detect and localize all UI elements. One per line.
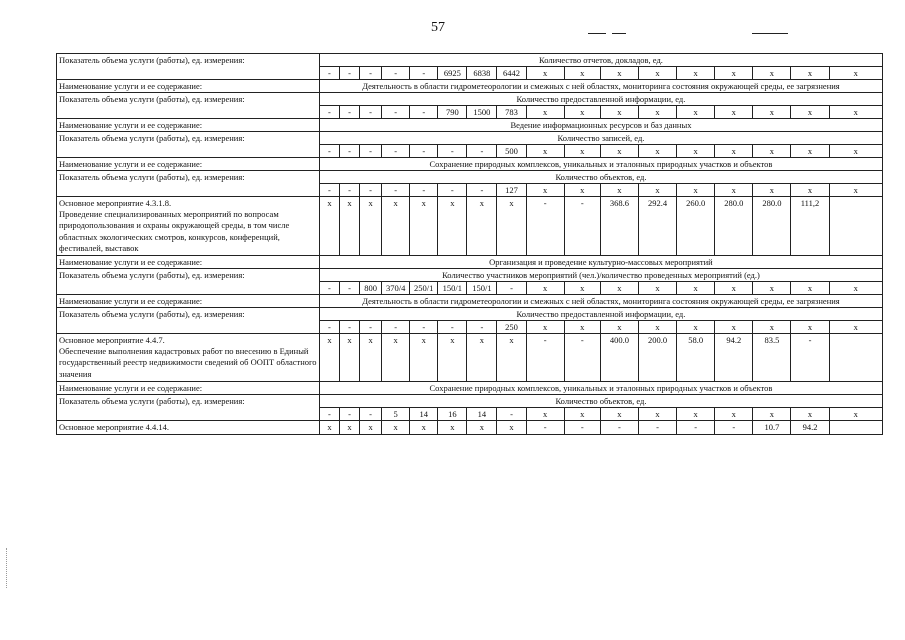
service-text: Деятельность в области гидрометеорологии и смежных с ней областях, мониторинга состояния окружающей среды, ее загрязнения bbox=[319, 295, 882, 308]
indicator-label: Показатель объема услуги (работы), ед. измерения: bbox=[57, 269, 320, 295]
value-cell: x bbox=[829, 145, 882, 158]
value-cell: 200.0 bbox=[638, 334, 676, 382]
value-cell: x bbox=[410, 334, 438, 382]
service-label: Наименование услуги и ее содержание: bbox=[57, 381, 320, 394]
value-cell: x bbox=[600, 184, 638, 197]
value-cell: - bbox=[564, 334, 600, 382]
value-cell: - bbox=[360, 145, 382, 158]
value-cell: 250/1 bbox=[410, 282, 438, 295]
main-measure-row bbox=[57, 334, 883, 382]
value-cell: x bbox=[360, 420, 382, 434]
value-cell: x bbox=[753, 67, 791, 80]
value-cell: x bbox=[753, 282, 791, 295]
service-row bbox=[57, 381, 883, 394]
value-cell: x bbox=[339, 197, 359, 256]
main-measure-row bbox=[57, 197, 883, 256]
value-cell: x bbox=[467, 334, 497, 382]
value-cell: x bbox=[791, 407, 829, 420]
value-cell: x bbox=[497, 334, 526, 382]
value-cell: - bbox=[382, 321, 410, 334]
value-cell: x bbox=[715, 145, 753, 158]
value-cell: - bbox=[339, 321, 359, 334]
value-cell bbox=[829, 420, 882, 434]
header-dash-mark bbox=[588, 33, 606, 34]
value-cell: 58.0 bbox=[677, 334, 715, 382]
value-cell: - bbox=[382, 106, 410, 119]
value-cell: x bbox=[829, 184, 882, 197]
value-cell: 16 bbox=[438, 407, 467, 420]
value-cell: x bbox=[791, 145, 829, 158]
value-cell bbox=[829, 197, 882, 256]
value-cell: - bbox=[339, 106, 359, 119]
value-cell: x bbox=[600, 67, 638, 80]
value-cell: x bbox=[319, 420, 339, 434]
value-cell: x bbox=[564, 407, 600, 420]
value-cell: 14 bbox=[410, 407, 438, 420]
value-cell: 150/1 bbox=[438, 282, 467, 295]
value-cell: x bbox=[438, 334, 467, 382]
value-cell: x bbox=[829, 282, 882, 295]
value-cell: - bbox=[319, 145, 339, 158]
value-cell: - bbox=[339, 282, 359, 295]
value-cell: 6925 bbox=[438, 67, 467, 80]
value-cell: x bbox=[526, 67, 564, 80]
value-cell: x bbox=[715, 282, 753, 295]
value-cell: x bbox=[753, 145, 791, 158]
value-cell: - bbox=[382, 67, 410, 80]
indicator-label: Показатель объема услуги (работы), ед. измерения: bbox=[57, 394, 320, 420]
value-cell: - bbox=[600, 420, 638, 434]
value-cell: x bbox=[438, 197, 467, 256]
service-row bbox=[57, 295, 883, 308]
value-cell: x bbox=[467, 197, 497, 256]
value-cell: - bbox=[319, 184, 339, 197]
value-cell: 500 bbox=[497, 145, 526, 158]
indicator-text: Количество предоставленной информации, ед. bbox=[319, 93, 882, 106]
value-cell: x bbox=[791, 67, 829, 80]
value-cell: - bbox=[564, 420, 600, 434]
value-cell: x bbox=[467, 420, 497, 434]
value-cell: - bbox=[360, 67, 382, 80]
indicator-text: Количество предоставленной информации, ед. bbox=[319, 308, 882, 321]
value-cell: x bbox=[526, 321, 564, 334]
value-cell: x bbox=[600, 145, 638, 158]
value-cell: x bbox=[410, 197, 438, 256]
value-cell: x bbox=[382, 334, 410, 382]
value-cell: x bbox=[715, 184, 753, 197]
main-measure-label: Основное мероприятие 4.4.7. Обеспечение выполнения кадастровых работ по внесению в Единый государственный реестр недвижимости сведений об ООПТ областного значения bbox=[57, 334, 320, 382]
value-cell: x bbox=[753, 321, 791, 334]
value-cell: - bbox=[564, 197, 600, 256]
value-cell: - bbox=[438, 184, 467, 197]
indicator-row bbox=[57, 308, 883, 321]
value-cell: x bbox=[677, 407, 715, 420]
value-cell: - bbox=[438, 145, 467, 158]
value-cell: x bbox=[526, 106, 564, 119]
service-text: Сохранение природных комплексов, уникальных и эталонных природных участков и объектов bbox=[319, 158, 882, 171]
value-cell: x bbox=[753, 407, 791, 420]
value-cell: - bbox=[715, 420, 753, 434]
value-cell: x bbox=[677, 282, 715, 295]
value-cell: - bbox=[438, 321, 467, 334]
header-dash-mark bbox=[612, 33, 626, 34]
indicator-row bbox=[57, 171, 883, 184]
value-cell: x bbox=[829, 321, 882, 334]
services-table bbox=[56, 53, 883, 435]
value-cell: - bbox=[339, 67, 359, 80]
main-measure-label: Основное мероприятие 4.3.1.8. Проведение специализированных мероприятий по вопросам природопользования и охраны окружающей среды, в том числе областных экологических смотров, конкурсов, конференций, фестивалей, выставок bbox=[57, 197, 320, 256]
value-cell: - bbox=[410, 106, 438, 119]
value-cell: - bbox=[339, 145, 359, 158]
value-cell: 790 bbox=[438, 106, 467, 119]
value-cell: x bbox=[677, 106, 715, 119]
value-cell: x bbox=[829, 106, 882, 119]
value-cell: - bbox=[339, 184, 359, 197]
service-label: Наименование услуги и ее содержание: bbox=[57, 295, 320, 308]
value-cell: - bbox=[319, 407, 339, 420]
value-cell: 280.0 bbox=[715, 197, 753, 256]
value-cell: x bbox=[715, 106, 753, 119]
value-cell: 6838 bbox=[467, 67, 497, 80]
value-cell: - bbox=[382, 145, 410, 158]
value-cell: - bbox=[360, 321, 382, 334]
value-cell: 6442 bbox=[497, 67, 526, 80]
value-cell: x bbox=[526, 407, 564, 420]
value-cell: x bbox=[564, 321, 600, 334]
value-cell: - bbox=[339, 407, 359, 420]
service-label: Наименование услуги и ее содержание: bbox=[57, 80, 320, 93]
value-cell: x bbox=[715, 321, 753, 334]
value-cell: x bbox=[526, 282, 564, 295]
value-cell: - bbox=[526, 197, 564, 256]
value-cell: x bbox=[638, 407, 676, 420]
indicator-text: Количество объектов, ед. bbox=[319, 171, 882, 184]
value-cell: 10.7 bbox=[753, 420, 791, 434]
value-cell: x bbox=[600, 407, 638, 420]
indicator-text: Количество участников мероприятий (чел.)/количество проведенных мероприятий (ед.) bbox=[319, 269, 882, 282]
value-cell: x bbox=[410, 420, 438, 434]
value-cell: x bbox=[753, 106, 791, 119]
service-label: Наименование услуги и ее содержание: bbox=[57, 256, 320, 269]
indicator-row bbox=[57, 132, 883, 145]
value-cell: x bbox=[638, 184, 676, 197]
value-cell: x bbox=[791, 282, 829, 295]
value-cell: x bbox=[564, 67, 600, 80]
indicator-text: Количество объектов, ед. bbox=[319, 394, 882, 407]
value-cell: 1500 bbox=[467, 106, 497, 119]
indicator-text: Количество записей, ед. bbox=[319, 132, 882, 145]
value-cell: x bbox=[564, 184, 600, 197]
value-cell: x bbox=[360, 197, 382, 256]
value-cell: x bbox=[319, 334, 339, 382]
value-cell: 292.4 bbox=[638, 197, 676, 256]
value-cell: x bbox=[677, 145, 715, 158]
value-cell: x bbox=[753, 184, 791, 197]
value-cell: 370/4 bbox=[382, 282, 410, 295]
value-cell: - bbox=[410, 67, 438, 80]
value-cell: 400.0 bbox=[600, 334, 638, 382]
value-cell: x bbox=[497, 420, 526, 434]
value-cell: 800 bbox=[360, 282, 382, 295]
indicator-row bbox=[57, 269, 883, 282]
value-cell: - bbox=[319, 282, 339, 295]
main-measure-label: Основное мероприятие 4.4.14. bbox=[57, 420, 320, 434]
value-cell: - bbox=[467, 321, 497, 334]
value-cell: - bbox=[319, 106, 339, 119]
value-cell: x bbox=[600, 321, 638, 334]
indicator-row bbox=[57, 93, 883, 106]
value-cell: 150/1 bbox=[467, 282, 497, 295]
service-row bbox=[57, 256, 883, 269]
service-row bbox=[57, 158, 883, 171]
indicator-row bbox=[57, 54, 883, 67]
value-cell: x bbox=[497, 197, 526, 256]
value-cell: - bbox=[319, 67, 339, 80]
service-text: Ведение информационных ресурсов и баз данных bbox=[319, 119, 882, 132]
value-cell: - bbox=[410, 184, 438, 197]
value-cell: - bbox=[497, 282, 526, 295]
value-cell: x bbox=[638, 321, 676, 334]
indicator-label: Показатель объема услуги (работы), ед. измерения: bbox=[57, 308, 320, 334]
indicator-row bbox=[57, 394, 883, 407]
value-cell: x bbox=[638, 282, 676, 295]
value-cell: 94.2 bbox=[791, 420, 829, 434]
value-cell: x bbox=[339, 334, 359, 382]
value-cell: 280.0 bbox=[753, 197, 791, 256]
value-cell: 14 bbox=[467, 407, 497, 420]
value-cell: x bbox=[791, 321, 829, 334]
value-cell: 783 bbox=[497, 106, 526, 119]
value-cell: - bbox=[467, 145, 497, 158]
value-cell: x bbox=[564, 282, 600, 295]
indicator-label: Показатель объема услуги (работы), ед. измерения: bbox=[57, 54, 320, 80]
page-number: 57 bbox=[431, 20, 445, 35]
value-cell: x bbox=[791, 106, 829, 119]
value-cell: x bbox=[829, 67, 882, 80]
value-cell: x bbox=[382, 420, 410, 434]
indicator-label: Показатель объема услуги (работы), ед. измерения: bbox=[57, 93, 320, 119]
service-label: Наименование услуги и ее содержание: bbox=[57, 119, 320, 132]
value-cell: x bbox=[526, 145, 564, 158]
service-label: Наименование услуги и ее содержание: bbox=[57, 158, 320, 171]
value-cell: 260.0 bbox=[677, 197, 715, 256]
value-cell: x bbox=[382, 197, 410, 256]
value-cell: - bbox=[526, 334, 564, 382]
value-cell: x bbox=[715, 67, 753, 80]
value-cell: x bbox=[791, 184, 829, 197]
value-cell: 368.6 bbox=[600, 197, 638, 256]
value-cell bbox=[829, 334, 882, 382]
value-cell: x bbox=[438, 420, 467, 434]
value-cell: - bbox=[677, 420, 715, 434]
value-cell: x bbox=[564, 106, 600, 119]
service-row bbox=[57, 119, 883, 132]
value-cell: - bbox=[360, 106, 382, 119]
service-text: Организация и проведение культурно-массовых мероприятий bbox=[319, 256, 882, 269]
value-cell: 5 bbox=[382, 407, 410, 420]
value-cell: x bbox=[360, 334, 382, 382]
value-cell: x bbox=[638, 145, 676, 158]
service-text: Деятельность в области гидрометеорологии и смежных с ней областях, мониторинга состояния окружающей среды, ее загрязнения bbox=[319, 80, 882, 93]
value-cell: x bbox=[526, 184, 564, 197]
value-cell: - bbox=[467, 184, 497, 197]
service-row bbox=[57, 80, 883, 93]
indicator-text: Количество отчетов, докладов, ед. bbox=[319, 54, 882, 67]
value-cell: 83.5 bbox=[753, 334, 791, 382]
indicator-label: Показатель объема услуги (работы), ед. измерения: bbox=[57, 171, 320, 197]
value-cell: - bbox=[360, 407, 382, 420]
value-cell: x bbox=[638, 106, 676, 119]
value-cell: x bbox=[339, 420, 359, 434]
value-cell: 111,2 bbox=[791, 197, 829, 256]
value-cell: x bbox=[677, 321, 715, 334]
value-cell: x bbox=[319, 197, 339, 256]
value-cell: x bbox=[677, 67, 715, 80]
value-cell: 94.2 bbox=[715, 334, 753, 382]
value-cell: - bbox=[791, 334, 829, 382]
value-cell: - bbox=[410, 321, 438, 334]
value-cell: 127 bbox=[497, 184, 526, 197]
service-text: Сохранение природных комплексов, уникальных и эталонных природных участков и объектов bbox=[319, 381, 882, 394]
value-cell: x bbox=[638, 67, 676, 80]
value-cell: x bbox=[715, 407, 753, 420]
value-cell: - bbox=[360, 184, 382, 197]
value-cell: x bbox=[677, 184, 715, 197]
value-cell: x bbox=[564, 145, 600, 158]
scan-edge-mark bbox=[6, 548, 8, 588]
indicator-label: Показатель объема услуги (работы), ед. измерения: bbox=[57, 132, 320, 158]
main-measure-row bbox=[57, 420, 883, 434]
value-cell: - bbox=[497, 407, 526, 420]
value-cell: - bbox=[319, 321, 339, 334]
value-cell: x bbox=[600, 106, 638, 119]
value-cell: - bbox=[638, 420, 676, 434]
value-cell: - bbox=[526, 420, 564, 434]
value-cell: - bbox=[410, 145, 438, 158]
value-cell: - bbox=[382, 184, 410, 197]
value-cell: x bbox=[600, 282, 638, 295]
value-cell: x bbox=[829, 407, 882, 420]
header-dash-mark bbox=[752, 33, 788, 34]
value-cell: 250 bbox=[497, 321, 526, 334]
